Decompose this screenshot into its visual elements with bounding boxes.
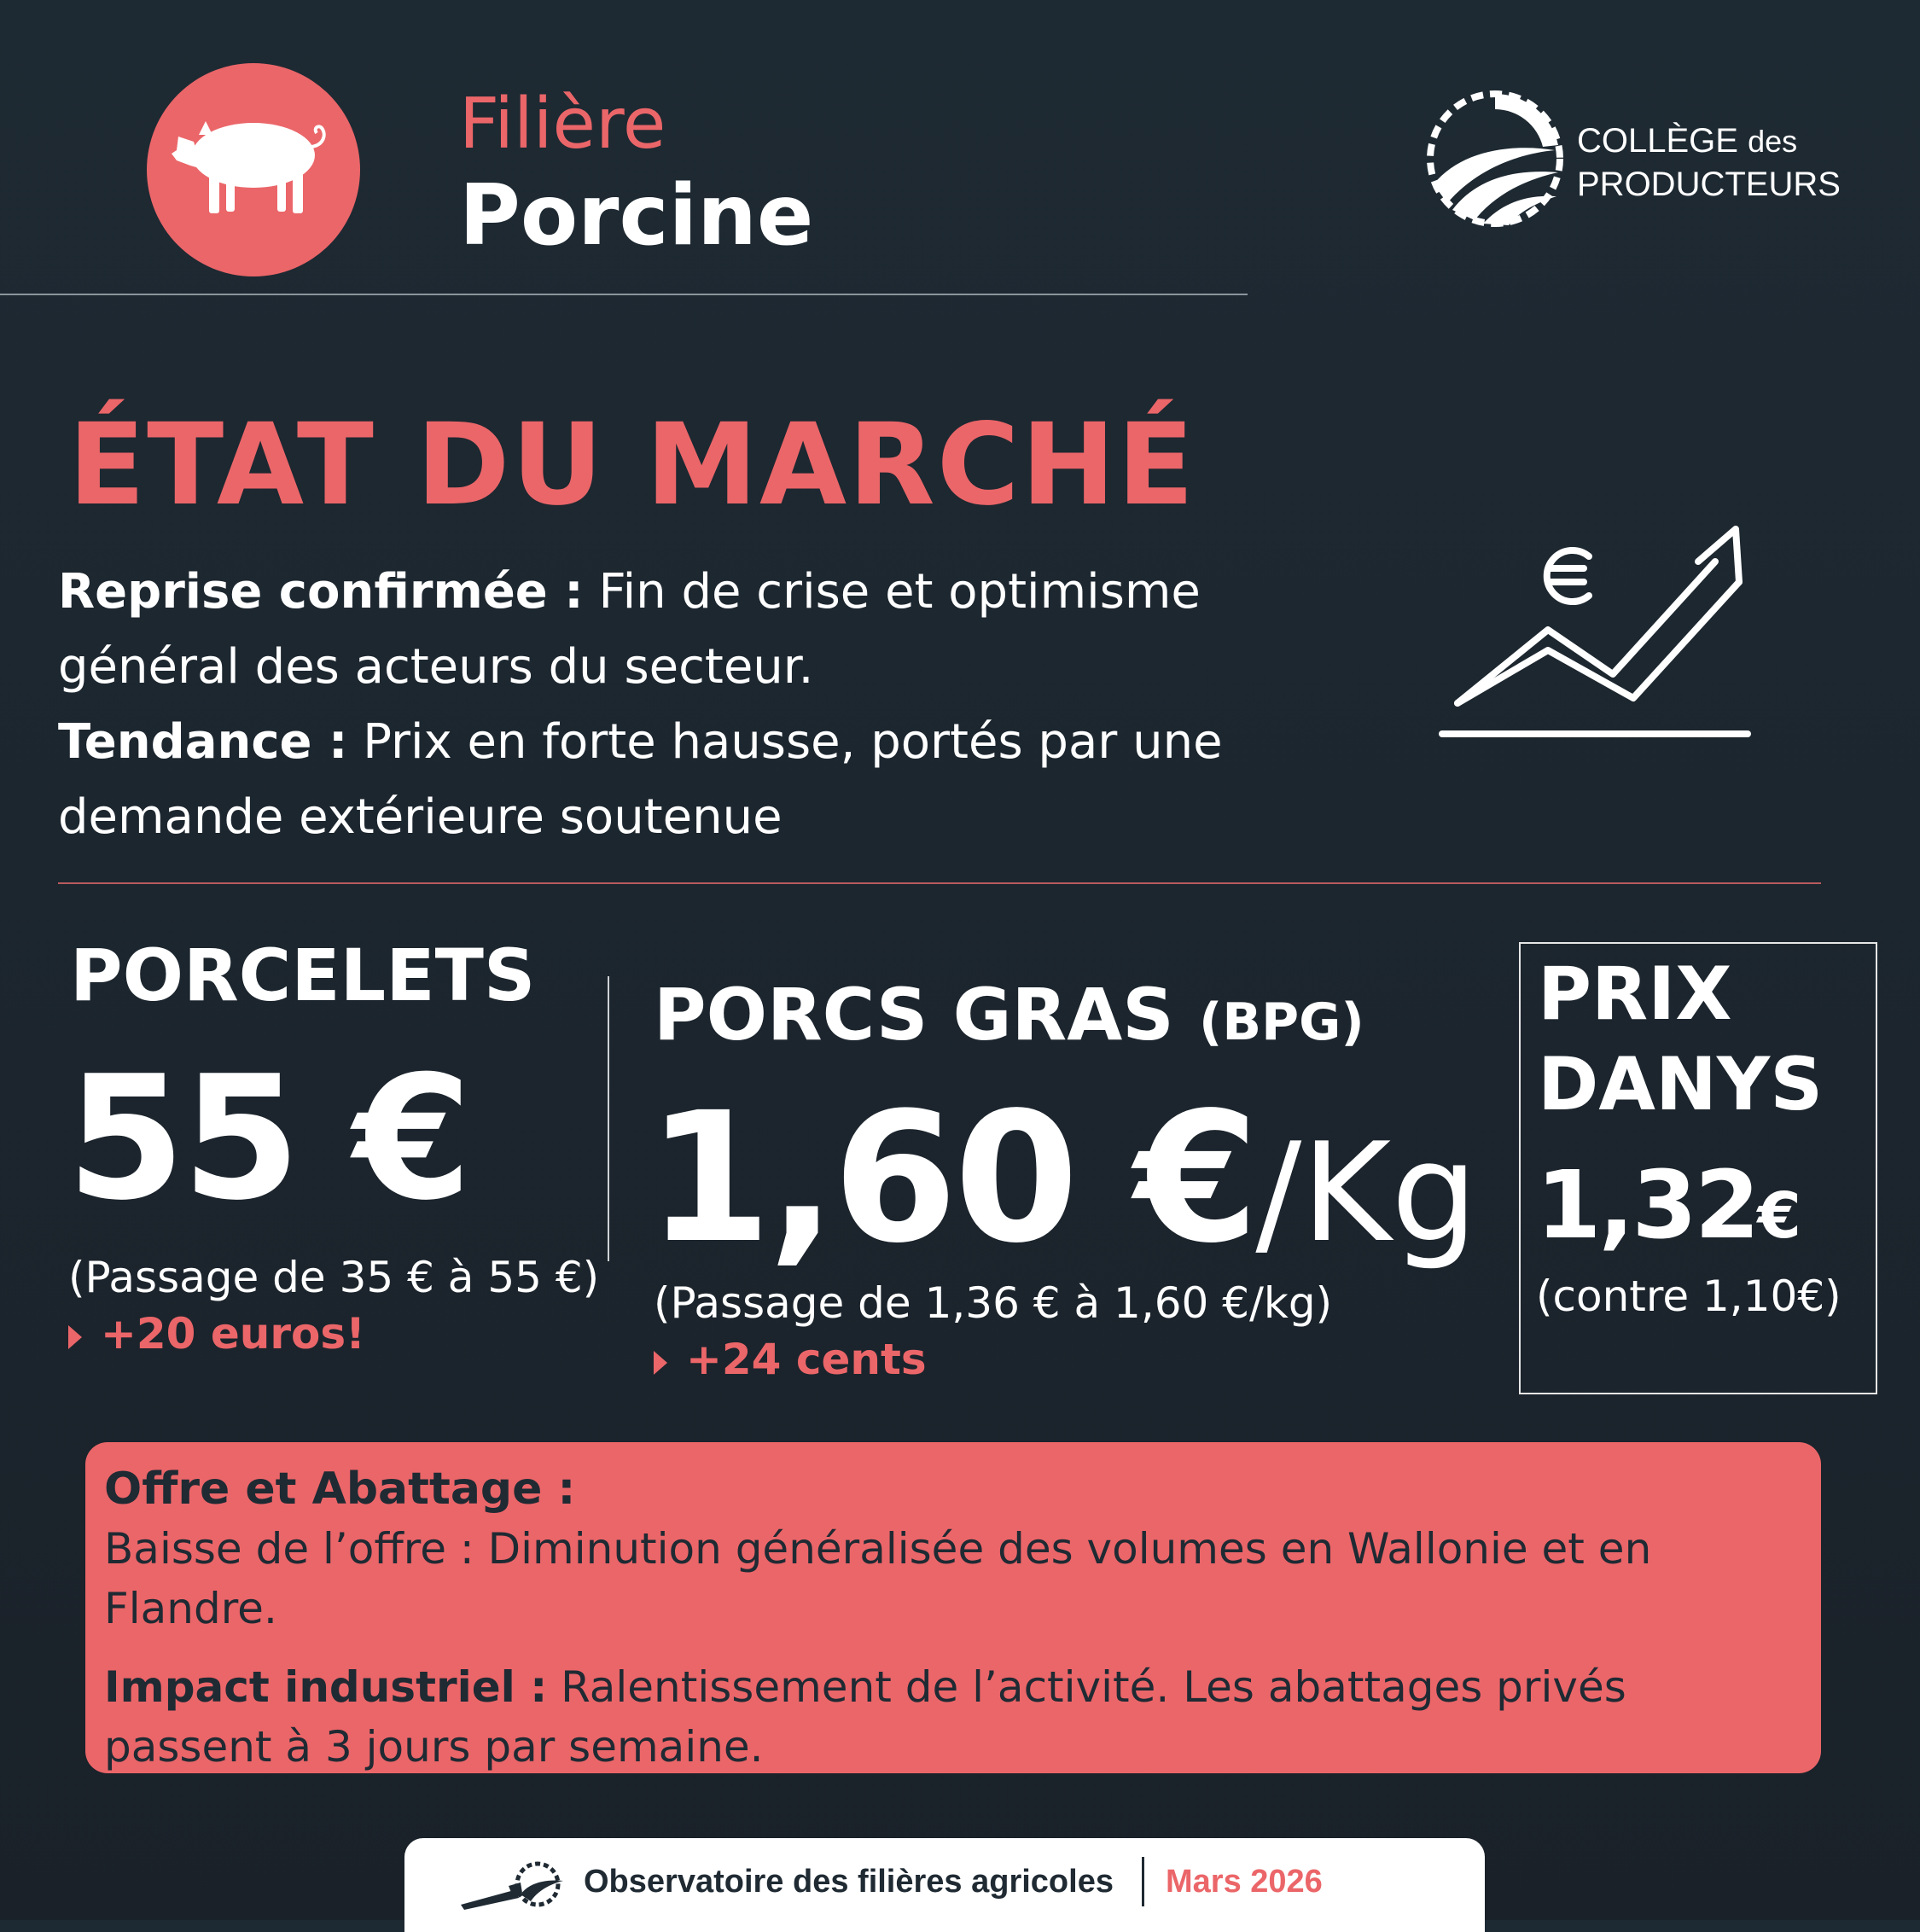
- impact-text: Ralentissement de l’activité. Les abattages privés passent à 3 jours par semaine.: [104, 1662, 1626, 1772]
- danys-price: [1536, 1150, 1801, 1260]
- danys-label-line2: DANYS: [1538, 1042, 1824, 1127]
- porcs-gras-change-text: +24 cents: [686, 1335, 927, 1384]
- offre-text: Baisse de l’offre : Diminution généralisée des volumes en Wallonie et en Flandre.: [104, 1524, 1652, 1633]
- arrow-right-icon: [68, 1325, 82, 1349]
- offre-abattage-box: [85, 1442, 1821, 1773]
- sector-title: Porcine: [459, 167, 814, 265]
- impact-label: Impact industriel :: [104, 1662, 548, 1712]
- reprise-paragraph: [58, 555, 1389, 705]
- reprise-label: Reprise confirmée :: [58, 564, 584, 620]
- page-title: ÉTAT DU MARCHÉ: [68, 399, 1196, 531]
- porcs-gras-label: [654, 973, 1364, 1056]
- impact-paragraph: [104, 1657, 1802, 1777]
- euro-trend-up-icon: [1434, 521, 1758, 746]
- tendance-paragraph: [58, 705, 1389, 855]
- danys-label-line1: PRIX: [1538, 951, 1732, 1037]
- porcelets-change-text: +20 euros!: [101, 1309, 365, 1359]
- section-divider: [58, 882, 1821, 884]
- porcs-gras-price-unit: /Kg: [1255, 1113, 1478, 1272]
- logo-line1: COLLÈGE: [1577, 122, 1738, 160]
- footer-banner: [404, 1838, 1485, 1932]
- arrow-right-icon: [654, 1351, 667, 1375]
- porcs-gras-price-value: 1,60 €: [647, 1074, 1256, 1283]
- offre-heading: Offre et Abattage :: [104, 1464, 576, 1515]
- danys-price-value: 1,32: [1536, 1150, 1758, 1260]
- porcelets-note: (Passage de 35 € à 55 €): [68, 1253, 600, 1302]
- danys-note: (contre 1,10€): [1536, 1272, 1841, 1321]
- logo-line1-small: des: [1748, 124, 1798, 159]
- danys-label: [1538, 949, 1823, 1130]
- header-divider: [0, 294, 1248, 295]
- footer-separator: [1142, 1857, 1144, 1906]
- market-summary: [58, 555, 1389, 855]
- college-logo-icon: [1427, 90, 1563, 230]
- college-logo-text: [1577, 119, 1841, 206]
- tendance-text: Prix en forte hausse, portés par une demande extérieure soutenue: [58, 714, 1223, 845]
- porcs-gras-price: [647, 1074, 1478, 1283]
- sector-title-prefix: Filière: [459, 84, 666, 165]
- column-divider: [608, 976, 609, 1261]
- footer-date: Mars 2026: [1166, 1864, 1323, 1900]
- porcelets-price: 55 €: [67, 1039, 469, 1238]
- observatoire-logo-icon: [457, 1860, 568, 1915]
- porcs-gras-label-sub: (BPG): [1199, 992, 1364, 1052]
- tendance-label: Tendance :: [58, 714, 348, 770]
- porcelets-change: [68, 1309, 365, 1359]
- porcelets-label: PORCELETS: [70, 934, 536, 1017]
- porcs-gras-note: (Passage de 1,36 € à 1,60 €/kg): [654, 1278, 1333, 1328]
- logo-line2: PRODUCTEURS: [1577, 166, 1841, 203]
- danys-price-currency: €: [1757, 1179, 1801, 1253]
- footer-text: Observatoire des filières agricoles: [584, 1864, 1114, 1900]
- reprise-text: Fin de crise et optimisme général des acteurs du secteur.: [58, 564, 1201, 695]
- porcs-gras-label-main: PORCS GRAS: [654, 973, 1174, 1056]
- porcs-gras-change: [654, 1335, 927, 1384]
- pig-badge: [147, 63, 360, 276]
- pig-icon: [168, 97, 339, 242]
